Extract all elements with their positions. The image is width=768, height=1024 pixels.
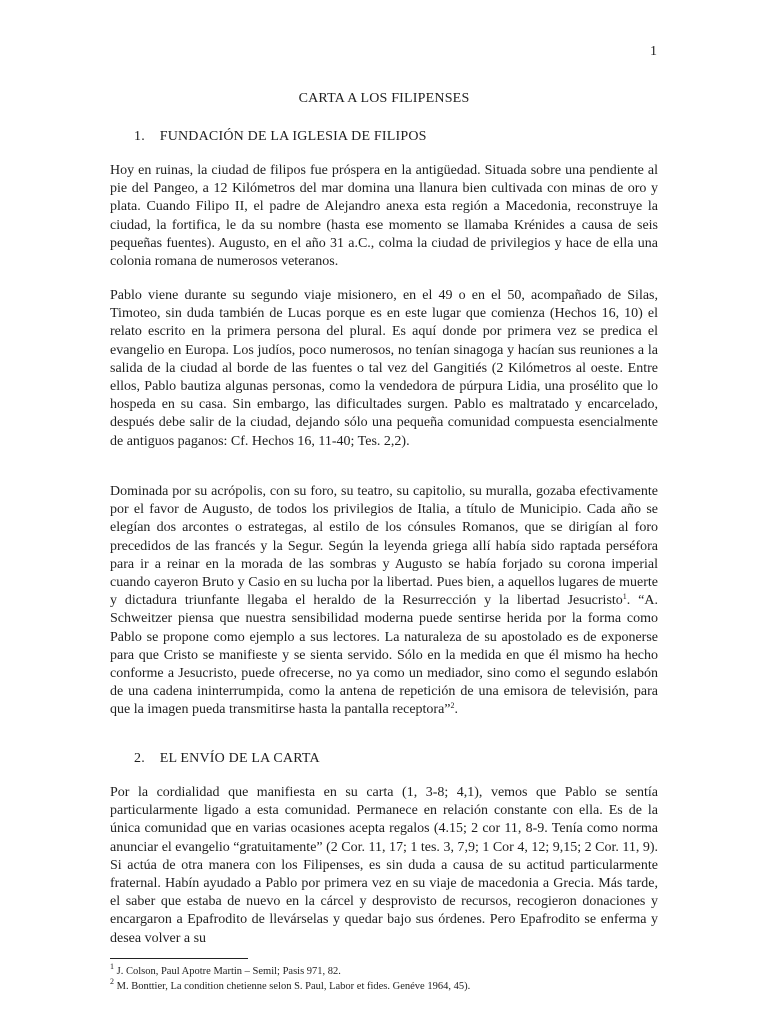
paragraph-4: Por la cordialidad que manifiesta en su carta (1, 3-8; 4,1), vemos que Pablo se sentía particularmente ligado a esta comunidad. Permanece en relación constante con ella. Es de la única comunidad que en varias ocasiones acepta regalos (4.15; 2 cor 11, 8-9. Tenía como norma anunciar el evangelio “gratuitamente” (2 Cor. 11, 17; 1 tes. 3, 7,9; 1 Cor 4, 12; 9,15; 2 Cor. 11, 9). Si actúa de otra manera con los Filipenses, es sin duda a causa de su actitud particularmente fraternal. Habín ayudado a Pablo por primera vez en su viaje de macedonia a Grecia. Más tarde, el saber que estaba de nuevo en la cárcel y desprovisto de recursos, recogieron donaciones y encargaron a Epafrodito de llevárselas y quedar bajo sus órdenes. Pero Epafrodito se enferma y desea volver a su [110,785,658,946]
page-number: 1 [650,44,657,59]
footnote-separator [110,958,248,959]
section-heading-1 [134,129,427,145]
footnote-marker: 1 [110,962,114,971]
section-number: 2. [134,751,145,766]
footnote-2 [110,977,658,993]
section-number: 1. [134,129,145,144]
paragraph-3-end: . [454,702,459,718]
footnote-reference-1: 1 [622,592,627,602]
section-heading-2 [134,751,320,767]
section-title: FUNDACIÓN DE LA IGLESIA DE FILIPOS [159,129,427,144]
paragraph-1: Hoy en ruinas, la ciudad de filipos fue próspera en la antigüedad. Situada sobre una pendiente al pie del Pangeo, a 12 Kilómetros del mar domina una llanura bien cultivada con minas de oro y plata. Cuando Filipo II, el padre de Alejandro anexa esta región a Macedonia, reconstruye la ciudad, la fortifica, le da su nombre (hasta ese momento se llamaba Krénides a causa de seis pequeñas fuentes). Augusto, en el año 31 a.C., colma la ciudad de privilegios y hace de ella una colonia romana de numerosos veteranos. [110,163,658,270]
footnote-marker: 2 [110,977,114,986]
footnote-text: M. Bonttier, La condition chetienne selon S. Paul, Labor et fides. Genéve 1964, 45). [114,981,471,992]
document-title: CARTA A LOS FILIPENSES [298,91,470,106]
paragraph-2: Pablo viene durante su segundo viaje misionero, en el 49 o en el 50, acompañado de Silas, Timoteo, sin duda también de Lucas porque es en este lugar que comienza (Hechos 16, 10) el relato escrito en la primera persona del plural. Es aquí donde por primera vez se predica el evangelio en Europa. Los judíos, poco numerosos, no tenían sinagoga y hacían sus reuniones a la salida de la ciudad al borde de las fuentes o tal vez del Gangitiés (2 Kilómetros al oeste. Entre ellos, Pablo bautiza algunas personas, como la vendedora de púrpura Lidia, una prosélito que lo hospeda en su casa. Sin embargo, las dificultades surgen. Pablo es maltratado y encarcelado, después debe salir de la ciudad, dejando sólo una pequeña comunidad compuesta esencialmente de antiguos paganos: Cf. Hechos 16, 11-40; Tes. 2,2). [110,288,658,449]
footnote-1 [110,962,658,978]
paragraph-3 [110,483,658,720]
paragraph-3-text-b: . “A. Schweitzer piensa que nuestra sensibilidad moderna puede sentirse herida por la forma como Pablo se propone como ejemplo a sus lectores. La naturaleza de su apostolado es de exponerse para que Cristo se manifieste y se sienta servido. Sólo en la medida en que él mismo ha hecho conforme a Jesucristo, puede ofrecerse, no ya como un mediador, sino como el segundo eslabón de una cadena ininterrumpida, como la antena de repetición de una emisora de televisión, para que la imagen pueda transmitirse hasta la pantalla receptora” [110,593,658,718]
footnote-text: J. Colson, Paul Apotre Martin – Semil; Pasis 971, 82. [114,966,341,977]
paragraph-3-text-a: Dominada por su acrópolis, con su foro, su teatro, su capitolio, su muralla, gozaba efectivamente por el favor de Augusto, de todos los privilegios de Italia, a título de Municipio. Cada año se elegían dos arcontes o estrategas, al estilo de los cónsules Romanos, que se dirigían al foro precedidos de las francés y la Segur. Según la leyenda griega allí había sido raptada perséfora para ir a reinar en la morada de las sombras y Augusto se había forjado su corona imperial cuando cayeron Bruto y Casio en su lucha por la libertad. Pues bien, a aquellos lugares de muerte y dictadura triunfante llegaba el heraldo de la Resurrección y la libertad Jesucristo [110,484,658,609]
footnote-reference-2: 2 [450,701,455,711]
section-title: EL ENVÍO DE LA CARTA [159,751,320,766]
